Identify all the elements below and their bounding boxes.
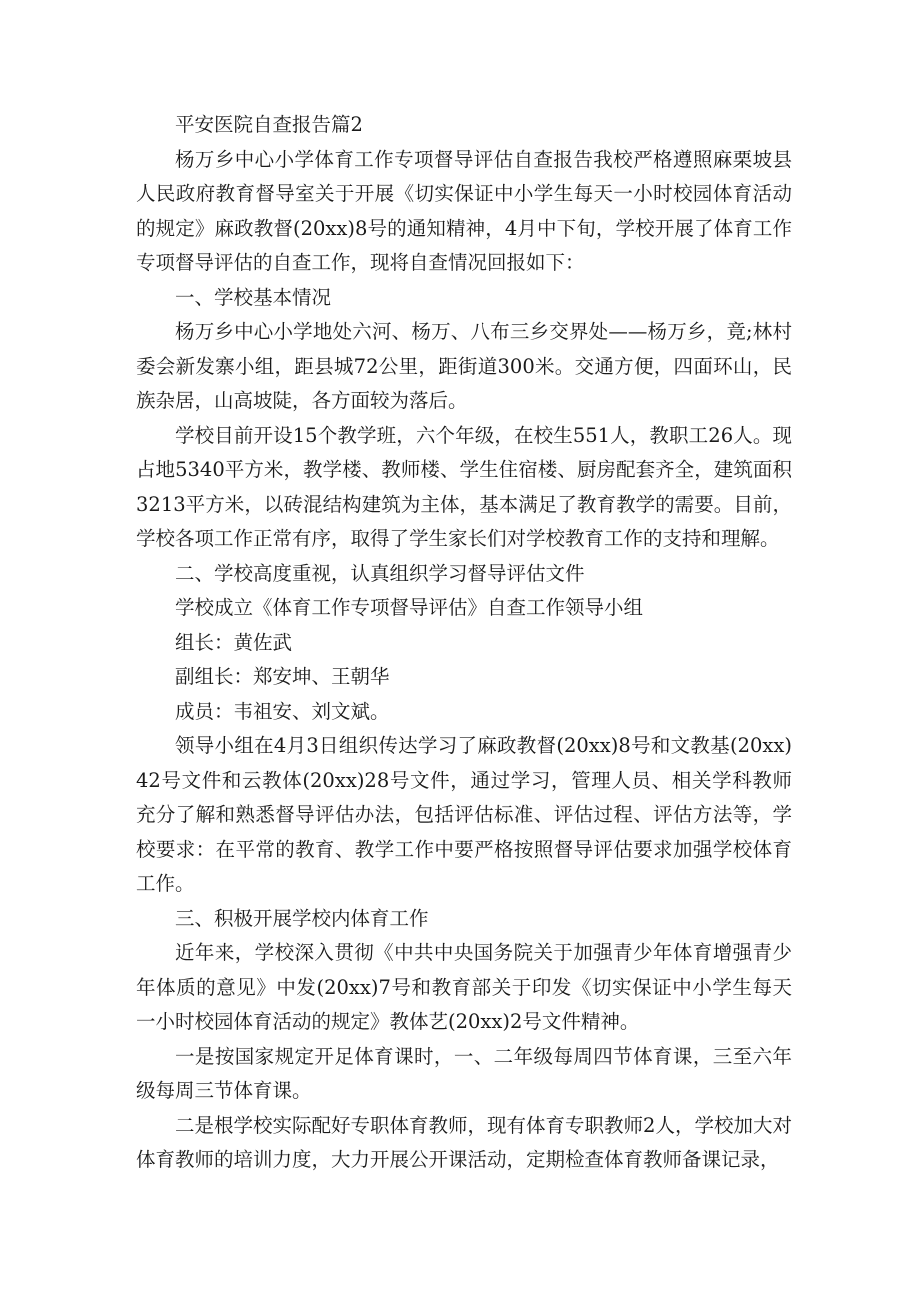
section-heading-1: 一、学校基本情况 [175, 285, 332, 309]
group-members-line: 成员：韦祖安、刘文斌。 [175, 699, 390, 723]
section-heading-3: 三、积极开展学校内体育工作 [175, 906, 429, 930]
paragraph-location: 杨万乡中心小学地处六河、杨万、八布三乡交界处——杨万乡，竟;林村委会新发寨小组，距县城72公里，距街道300米。交通方便，四面环山，民族杂居，山高坡陡，各方面较为落后。 [136, 320, 792, 412]
paragraph-group-established: 学校成立《体育工作专项督导评估》自查工作领导小组 [175, 596, 644, 619]
paragraph-school-stats: 学校目前开设15个教学班，六个年级，在校生551人，教职工26人。现占地5340平方米，教学楼、教师楼、学生住宿楼、厨房配套齐全，建筑面积3213平方米，以砖混结构建筑为主体，基本满足了教育教学的需要。目前，学校各项工作正常有序，取得了学生家长们对学校教育工作的支持和理解。 [136, 423, 792, 550]
paragraph-study: 领导小组在4月3日组织传达学习了麻政教督(20xx)8号和文教基(20xx)42号文件和云教体(20xx)28号文件，通过学习，管理人员、相关学科教师充分了解和熟悉督导评估办法，包括评估标准、评估过程、评估方法等，学校要求：在平常的教育、教学工作中要严格按照督导评估要求加强学校体育工作。 [136, 734, 792, 895]
group-deputy-line: 副组长：郑安坤、王朝华 [175, 665, 390, 688]
paragraph-point-two: 二是根学校实际配好专职体育教师，现有体育专职教师2人，学校加大对体育教师的培训力度，大力开展公开课活动，定期检查体育教师备课记录， [136, 1113, 792, 1171]
document-page [136, 108, 792, 1178]
paragraph-recent-years: 近年来，学校深入贯彻《中共中央国务院关于加强青少年体育增强青少年体质的意见》中发(20xx)7号和教育部关于印发《切实保证中小学生每天一小时校园体育活动的规定》教体艺(20xx)2号文件精神。 [136, 941, 792, 1033]
paragraph-point-one: 一是按国家规定开足体育课时，一、二年级每周四节体育课，三至六年级每周三节体育课。 [136, 1044, 792, 1102]
document-title: 平安医院自查报告篇2 [175, 113, 363, 136]
section-heading-2: 二、学校高度重视，认真组织学习督导评估文件 [175, 561, 585, 585]
paragraph-intro: 杨万乡中心小学体育工作专项督导评估自查报告我校严格遵照麻栗坡县人民政府教育督导室关于开展《切实保证中小学生每天一小时校园体育活动的规定》麻政教督(20xx)8号的通知精神，4月中下旬，学校开展了体育工作专项督导评估的自查工作，现将自查情况回报如下： [136, 147, 792, 274]
group-leader-line: 组长：黄佐武 [175, 630, 293, 654]
